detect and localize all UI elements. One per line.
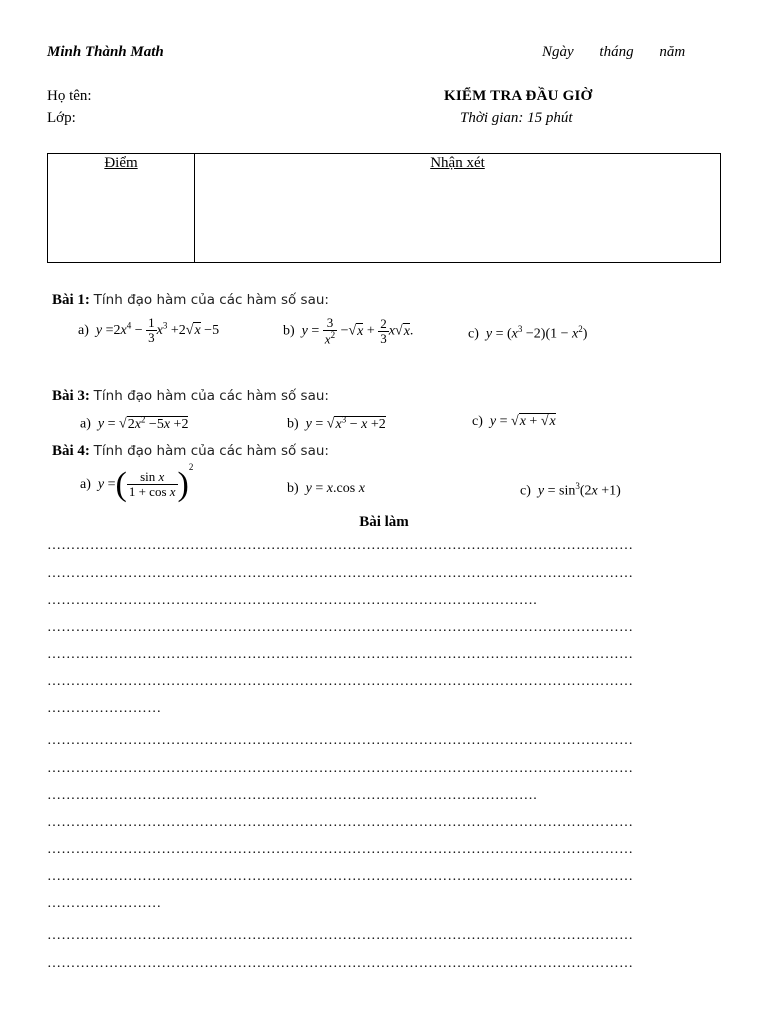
answer-line[interactable]: …………………………………………………………………………………………………………… (47, 842, 634, 857)
problem-4-part-a-label: a) (80, 477, 91, 492)
problem-1-part-c: c) $y = (x^3 -2)(1 - x^2)$ (468, 324, 588, 342)
page-title: KIỂM TRA ĐẦU GIỜ (444, 88, 593, 104)
answer-line[interactable]: …………………………………………………………………………………………………………… (47, 566, 634, 581)
date-day: Ngày (542, 44, 574, 60)
score-header: Điểm (104, 155, 138, 171)
answer-line[interactable]: …………………………………………………………………………………………………………… (47, 674, 634, 689)
answer-line[interactable]: …………………………………………………………………………………………………………… (47, 815, 634, 830)
problem-4-part-c: c) $y = \sin^3(2x +1)$ (520, 481, 621, 499)
comment-cell[interactable] (195, 154, 720, 262)
answer-line[interactable]: …………………………………………………………………………………………………………… (47, 647, 634, 662)
problem-3-part-b: b) $y = √x^3 - x +2$ (287, 414, 386, 432)
problem-1-heading (52, 292, 329, 309)
problem-1-id: Bài 1: (52, 292, 90, 308)
problem-1-part-a: a) $y =2x^4$ − $\frac{1}{3}$ $x^3 +2√x -5$ (78, 315, 220, 346)
problem-3-part-a-label: a) (80, 416, 91, 432)
date-year: năm (659, 44, 686, 60)
problem-4-part-c-label: c) (520, 483, 531, 499)
problem-1-part-b-label: b) (283, 323, 295, 339)
answer-line[interactable]: …………………… (47, 896, 162, 911)
problem-4-id: Bài 4: (52, 443, 90, 459)
problem-1-part-c-label: c) (468, 326, 479, 342)
problem-4-part-b: b) y = x.cos x (287, 481, 365, 496)
problem-4-heading (52, 443, 329, 460)
answer-line[interactable]: …………………………………………………………………………………………………………… (47, 956, 634, 971)
problem-4-prompt: Tính đạo hàm của các hàm số sau: (93, 443, 329, 459)
problem-1-part-a-label: a) (78, 323, 89, 339)
score-cell[interactable] (48, 154, 195, 262)
problem-4-part-a: a) y =( $\frac{\text{sin x}}{\text{1 + cos x}}$ )$^2$ (80, 462, 194, 503)
name-label: Họ tên: (47, 88, 92, 104)
problem-1-part-b: b) y = $\frac{3}{x^2}$ −√x + $\frac{2}{3}$ x√x. (283, 315, 414, 347)
problem-3-heading (52, 388, 329, 405)
comment-header: Nhận xét (430, 155, 485, 171)
brand-name: Minh Thành Math (47, 44, 164, 60)
problem-3-part-c: c) y = √x + √x (472, 414, 556, 429)
answer-line[interactable]: …………………………………………………………………………………………………………… (47, 733, 634, 748)
answer-line[interactable]: …………………………………………………………………………………………………………… (47, 538, 634, 553)
date-line (542, 44, 685, 61)
answer-line[interactable]: …………………………………………………………………………………………………………… (47, 869, 634, 884)
answer-line[interactable]: …………………………………………………………………………………………………………… (47, 620, 634, 635)
work-title: Bài làm (359, 514, 409, 530)
time-label: Thời gian: 15 phút (460, 110, 573, 126)
problem-3-part-a: a) $y = √2x^2 -5x +2$ (80, 414, 189, 432)
problem-1-prompt: Tính đạo hàm của các hàm số sau: (93, 292, 329, 308)
problem-3-prompt: Tính đạo hàm của các hàm số sau: (93, 388, 329, 404)
problem-3-part-c-label: c) (472, 414, 483, 429)
date-month: tháng (599, 44, 634, 60)
problem-3-part-b-label: b) (287, 416, 299, 432)
class-label: Lớp: (47, 110, 76, 126)
answer-line[interactable]: …………………… (47, 701, 162, 716)
answer-line[interactable]: …………………………………………………………………………………………. (47, 593, 537, 608)
answer-line[interactable]: …………………………………………………………………………………………. (47, 788, 537, 803)
answer-line[interactable]: …………………………………………………………………………………………………………… (47, 761, 634, 776)
grade-table (47, 153, 721, 263)
problem-4-part-b-label: b) (287, 481, 299, 496)
problem-3-id: Bài 3: (52, 388, 90, 404)
answer-line[interactable]: …………………………………………………………………………………………………………… (47, 928, 634, 943)
